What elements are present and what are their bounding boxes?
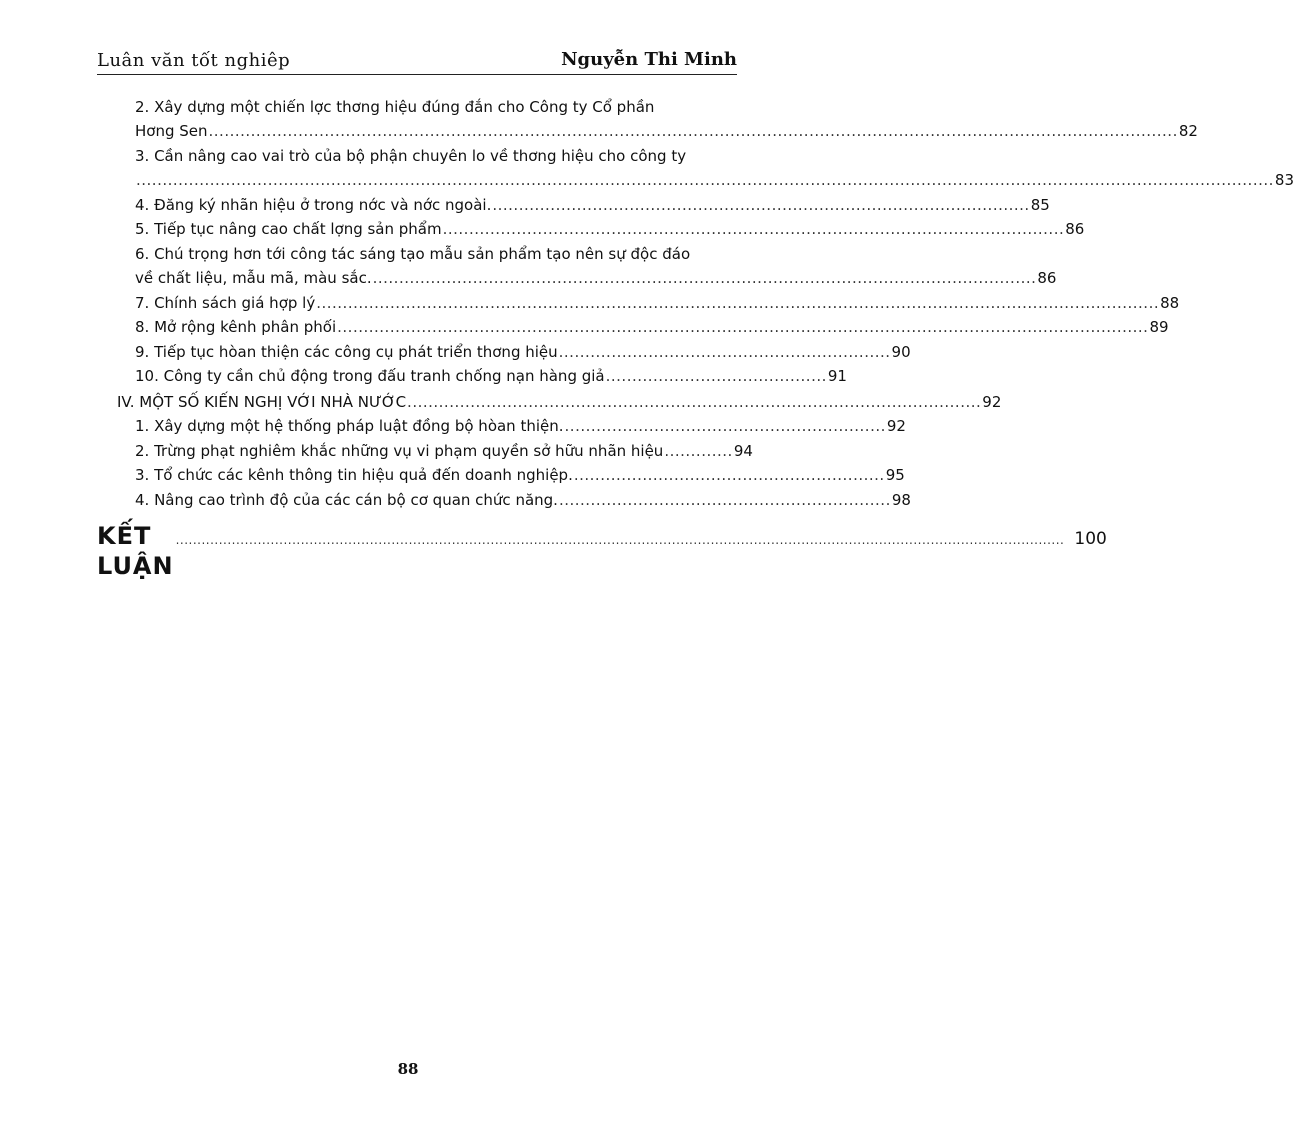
toc-item-4-page: 85 (1030, 196, 1050, 214)
toc-item-6-line-1: 6. Chú trọng hơn tới công tác sáng tạo mẫu sản phẩm tạo nên sự độc đáo (135, 245, 691, 263)
toc-sub-2-text: 2. Trừng phạt nghiêm khắc những vụ vi phạm quyền sở hữu nhãn hiệu (135, 442, 664, 460)
toc-section-4-page: 92 (982, 393, 1002, 411)
toc-item-6-page: 86 (1037, 269, 1057, 287)
toc-section-4[interactable] (117, 392, 1002, 412)
header-thesis-title: Luân văn tốt nghiêp (97, 50, 291, 71)
toc-sub-1-page: 92 (886, 417, 906, 435)
toc-item-7-page: 88 (1160, 294, 1180, 312)
toc-leader-dots: ...................................................................................................... (492, 196, 1030, 214)
toc-item-2[interactable] (135, 121, 1198, 141)
toc-sub-3-page: 95 (885, 466, 905, 484)
toc-sub-2[interactable] (135, 441, 753, 461)
toc-leader-dots: ............................................................................................................. (407, 393, 982, 411)
toc-leader-dots: ...................................................................................................................... (442, 220, 1065, 238)
toc-item-8-page: 89 (1149, 318, 1169, 336)
toc-sub-1-text: 1. Xây dựng một hệ thống pháp luật đồng bộ hòan thiện. (135, 417, 564, 435)
toc-leader-dots: .......................................... (605, 367, 827, 385)
toc-item-9-text: 9. Tiếp tục hòan thiện các công cụ phát triển thơng hiệu (135, 343, 558, 361)
toc-leader-dots: .............................................................................................................................. (372, 269, 1037, 287)
toc-sub-4-text: 4. Nâng cao trình độ của các cán bộ cơ quan chức năng. (135, 491, 558, 509)
toc-item-6-line-2: về chất liệu, mẫu mã, màu sắc. (135, 269, 372, 287)
toc-item-8[interactable] (135, 317, 1169, 337)
toc-sub-3-text: 3. Tổ chức các kênh thông tin hiệu quả đến doanh nghiệp. (135, 466, 573, 484)
toc-item-4[interactable] (135, 195, 1050, 215)
toc-sub-4[interactable] (135, 490, 911, 510)
toc-item-9[interactable] (135, 342, 911, 362)
toc-item-10[interactable] (135, 366, 847, 386)
toc-sub-1[interactable] (135, 416, 906, 436)
toc-item-2-page: 82 (1178, 122, 1198, 140)
conclusion-title: KẾT LUẬN (97, 522, 174, 580)
toc-leader-dots: ........................................................................................................................................................................................................................ (136, 171, 1274, 189)
toc-item-7[interactable] (135, 293, 1180, 313)
toc-sub-2-page: 94 (733, 442, 753, 460)
toc-leader-dots: ............................................................... (558, 343, 891, 361)
toc-sub-4-page: 98 (891, 491, 911, 509)
toc-item-5-page: 86 (1065, 220, 1085, 238)
toc-leader-dots: ........................................................................................................................................................................................ (208, 122, 1178, 140)
toc-leader-dots: ............................................................. (564, 417, 886, 435)
toc-item-3-line-1: 3. Cần nâng cao vai trò của bộ phận chuyên lo về thơng hiệu cho công ty (135, 147, 687, 165)
toc-item-8-text: 8. Mở rộng kênh phân phối (135, 318, 337, 336)
toc-conclusion[interactable] (97, 521, 1107, 581)
toc-item-2-line-1: 2. Xây dựng một chiến lợc thơng hiệu đúng đắn cho Công ty Cổ phần (135, 98, 655, 116)
page-header (97, 48, 737, 75)
toc-leader-dots: .............................................................................................................................................................................................................. (175, 533, 1065, 547)
toc-section-4-text: IV. MỘT SỐ KIẾN NGHỊ VỚI NHÀ NƯỚC (117, 393, 407, 411)
toc-leader-dots: ............. (664, 442, 733, 460)
toc-item-10-page: 91 (827, 367, 847, 385)
toc-item-4-text: 4. Đăng ký nhãn hiệu ở trong nớc và nớc ngoài. (135, 196, 492, 214)
conclusion-page: 100 (1074, 529, 1107, 549)
toc-item-3[interactable] (135, 170, 1294, 190)
toc-leader-dots: .......................................................................................................................................................... (337, 318, 1149, 336)
toc-item-7-text: 7. Chính sách giá hợp lý (135, 294, 316, 312)
header-author-name: Nguyễn Thi Minh (561, 49, 737, 70)
toc-leader-dots: ............................................................... (558, 491, 891, 509)
toc-item-5[interactable] (135, 219, 1085, 239)
toc-sub-3[interactable] (135, 465, 905, 485)
toc-leader-dots: ................................................................................................................................................................ (316, 294, 1160, 312)
page-number: 88 (397, 1060, 419, 1078)
toc-item-10-text: 10. Công ty cần chủ động trong đấu tranh chống nạn hàng giả (135, 367, 605, 385)
toc-item-5-text: 5. Tiếp tục nâng cao chất lợng sản phẩm (135, 220, 442, 238)
toc-item-6[interactable] (135, 268, 1057, 288)
toc-leader-dots: ........................................................... (573, 466, 885, 484)
toc-item-3-page: 83 (1274, 171, 1294, 189)
toc-item-9-page: 90 (891, 343, 911, 361)
toc-item-2-line-2: Hơng Sen (135, 122, 208, 140)
